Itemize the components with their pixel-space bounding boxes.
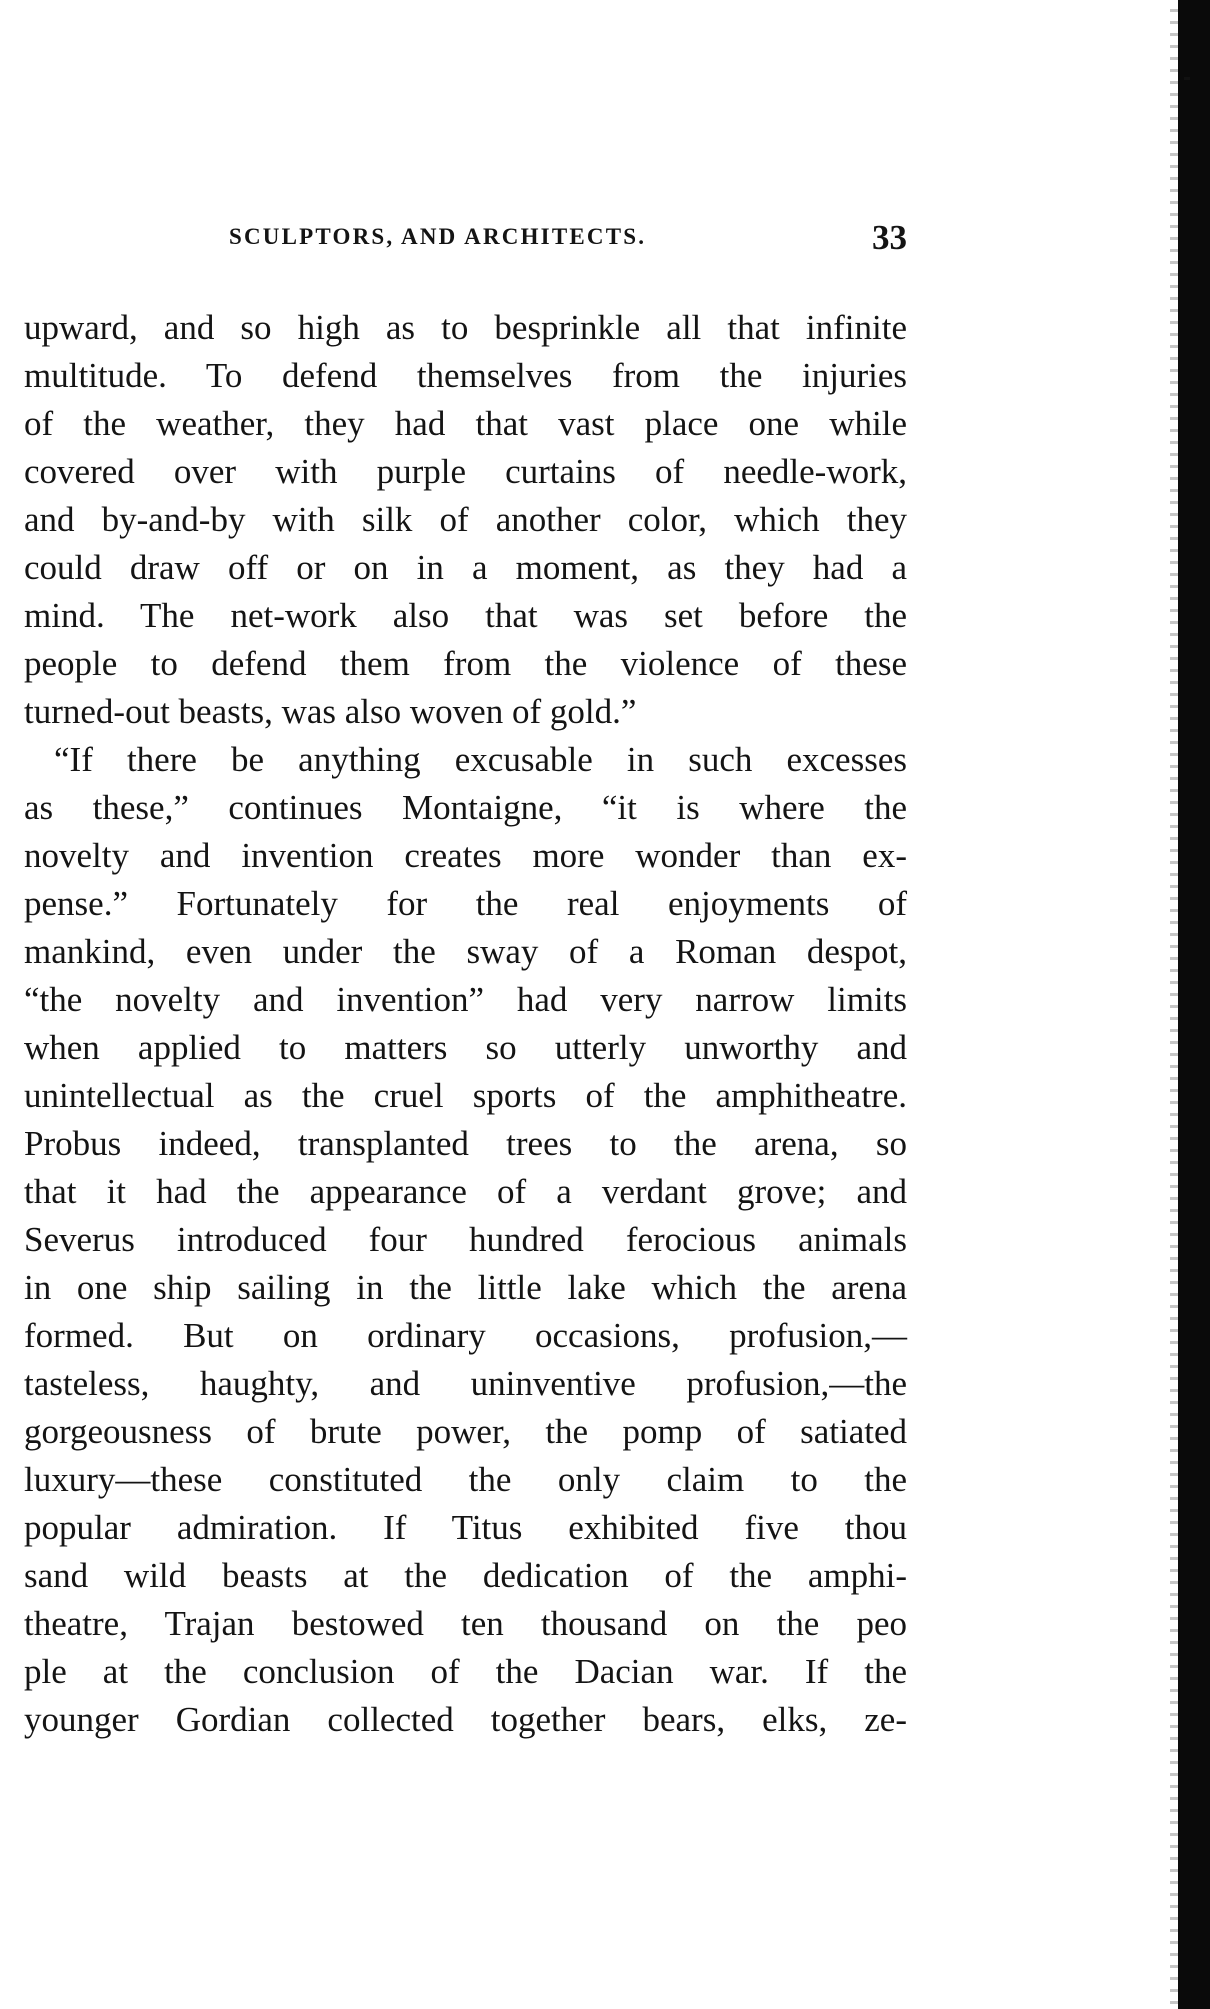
text-line: mankind, even under the sway of a Roman despot, xyxy=(24,932,907,971)
text-line: covered over with purple curtains of needle-work, xyxy=(24,452,907,491)
text-line: Probus indeed, transplanted trees to the arena, so xyxy=(24,1124,907,1163)
body-text xyxy=(24,304,907,1744)
text-line: and by-and-by with silk of another color, which they xyxy=(24,500,907,539)
running-head: SCULPTORS, AND ARCHITECTS. xyxy=(229,224,647,249)
scan-edge-border xyxy=(1178,0,1210,2009)
text-line: formed. But on ordinary occasions, profusion,— xyxy=(24,1316,907,1355)
text-line: ple at the conclusion of the Dacian war. If the xyxy=(24,1652,907,1691)
text-line: theatre, Trajan bestowed ten thousand on the peo xyxy=(24,1604,907,1643)
text-line: of the weather, they had that vast place one while xyxy=(24,404,907,443)
scan-speck xyxy=(1184,77,1190,80)
text-line: unintellectual as the cruel sports of the amphitheatre. xyxy=(24,1076,907,1115)
text-line: people to defend them from the violence of these xyxy=(24,644,907,683)
text-line: that it had the appearance of a verdant grove; and xyxy=(24,1172,907,1211)
text-line: upward, and so high as to besprinkle all that infinite xyxy=(24,308,907,347)
text-line: when applied to matters so utterly unworthy and xyxy=(24,1028,907,1067)
text-line: gorgeousness of brute power, the pomp of satiated xyxy=(24,1412,907,1451)
paragraph-last-line: turned-out beasts, was also woven of gold.” xyxy=(24,692,637,731)
text-line: could draw off or on in a moment, as they had a xyxy=(24,548,907,587)
page-header xyxy=(24,218,907,262)
text-line: mind. The net-work also that was set before the xyxy=(24,596,907,635)
paragraph-first-line: “If there be anything excusable in such excesses xyxy=(54,740,907,779)
text-line: younger Gordian collected together bears, elks, ze- xyxy=(24,1700,907,1739)
text-line: Severus introduced four hundred ferocious animals xyxy=(24,1220,907,1259)
text-line: novelty and invention creates more wonder than ex- xyxy=(24,836,907,875)
text-line: “the novelty and invention” had very narrow limits xyxy=(24,980,907,1019)
page-number: 33 xyxy=(872,218,907,257)
text-line: luxury—these constituted the only claim to the xyxy=(24,1460,907,1499)
text-line: tasteless, haughty, and uninventive profusion,—the xyxy=(24,1364,907,1403)
text-line: popular admiration. If Titus exhibited five thou xyxy=(24,1508,907,1547)
text-line: in one ship sailing in the little lake which the arena xyxy=(24,1268,907,1307)
text-line: pense.” Fortunately for the real enjoyments of xyxy=(24,884,907,923)
text-line: as these,” continues Montaigne, “it is where the xyxy=(24,788,907,827)
text-line: sand wild beasts at the dedication of the amphi- xyxy=(24,1556,907,1595)
text-line: multitude. To defend themselves from the injuries xyxy=(24,356,907,395)
